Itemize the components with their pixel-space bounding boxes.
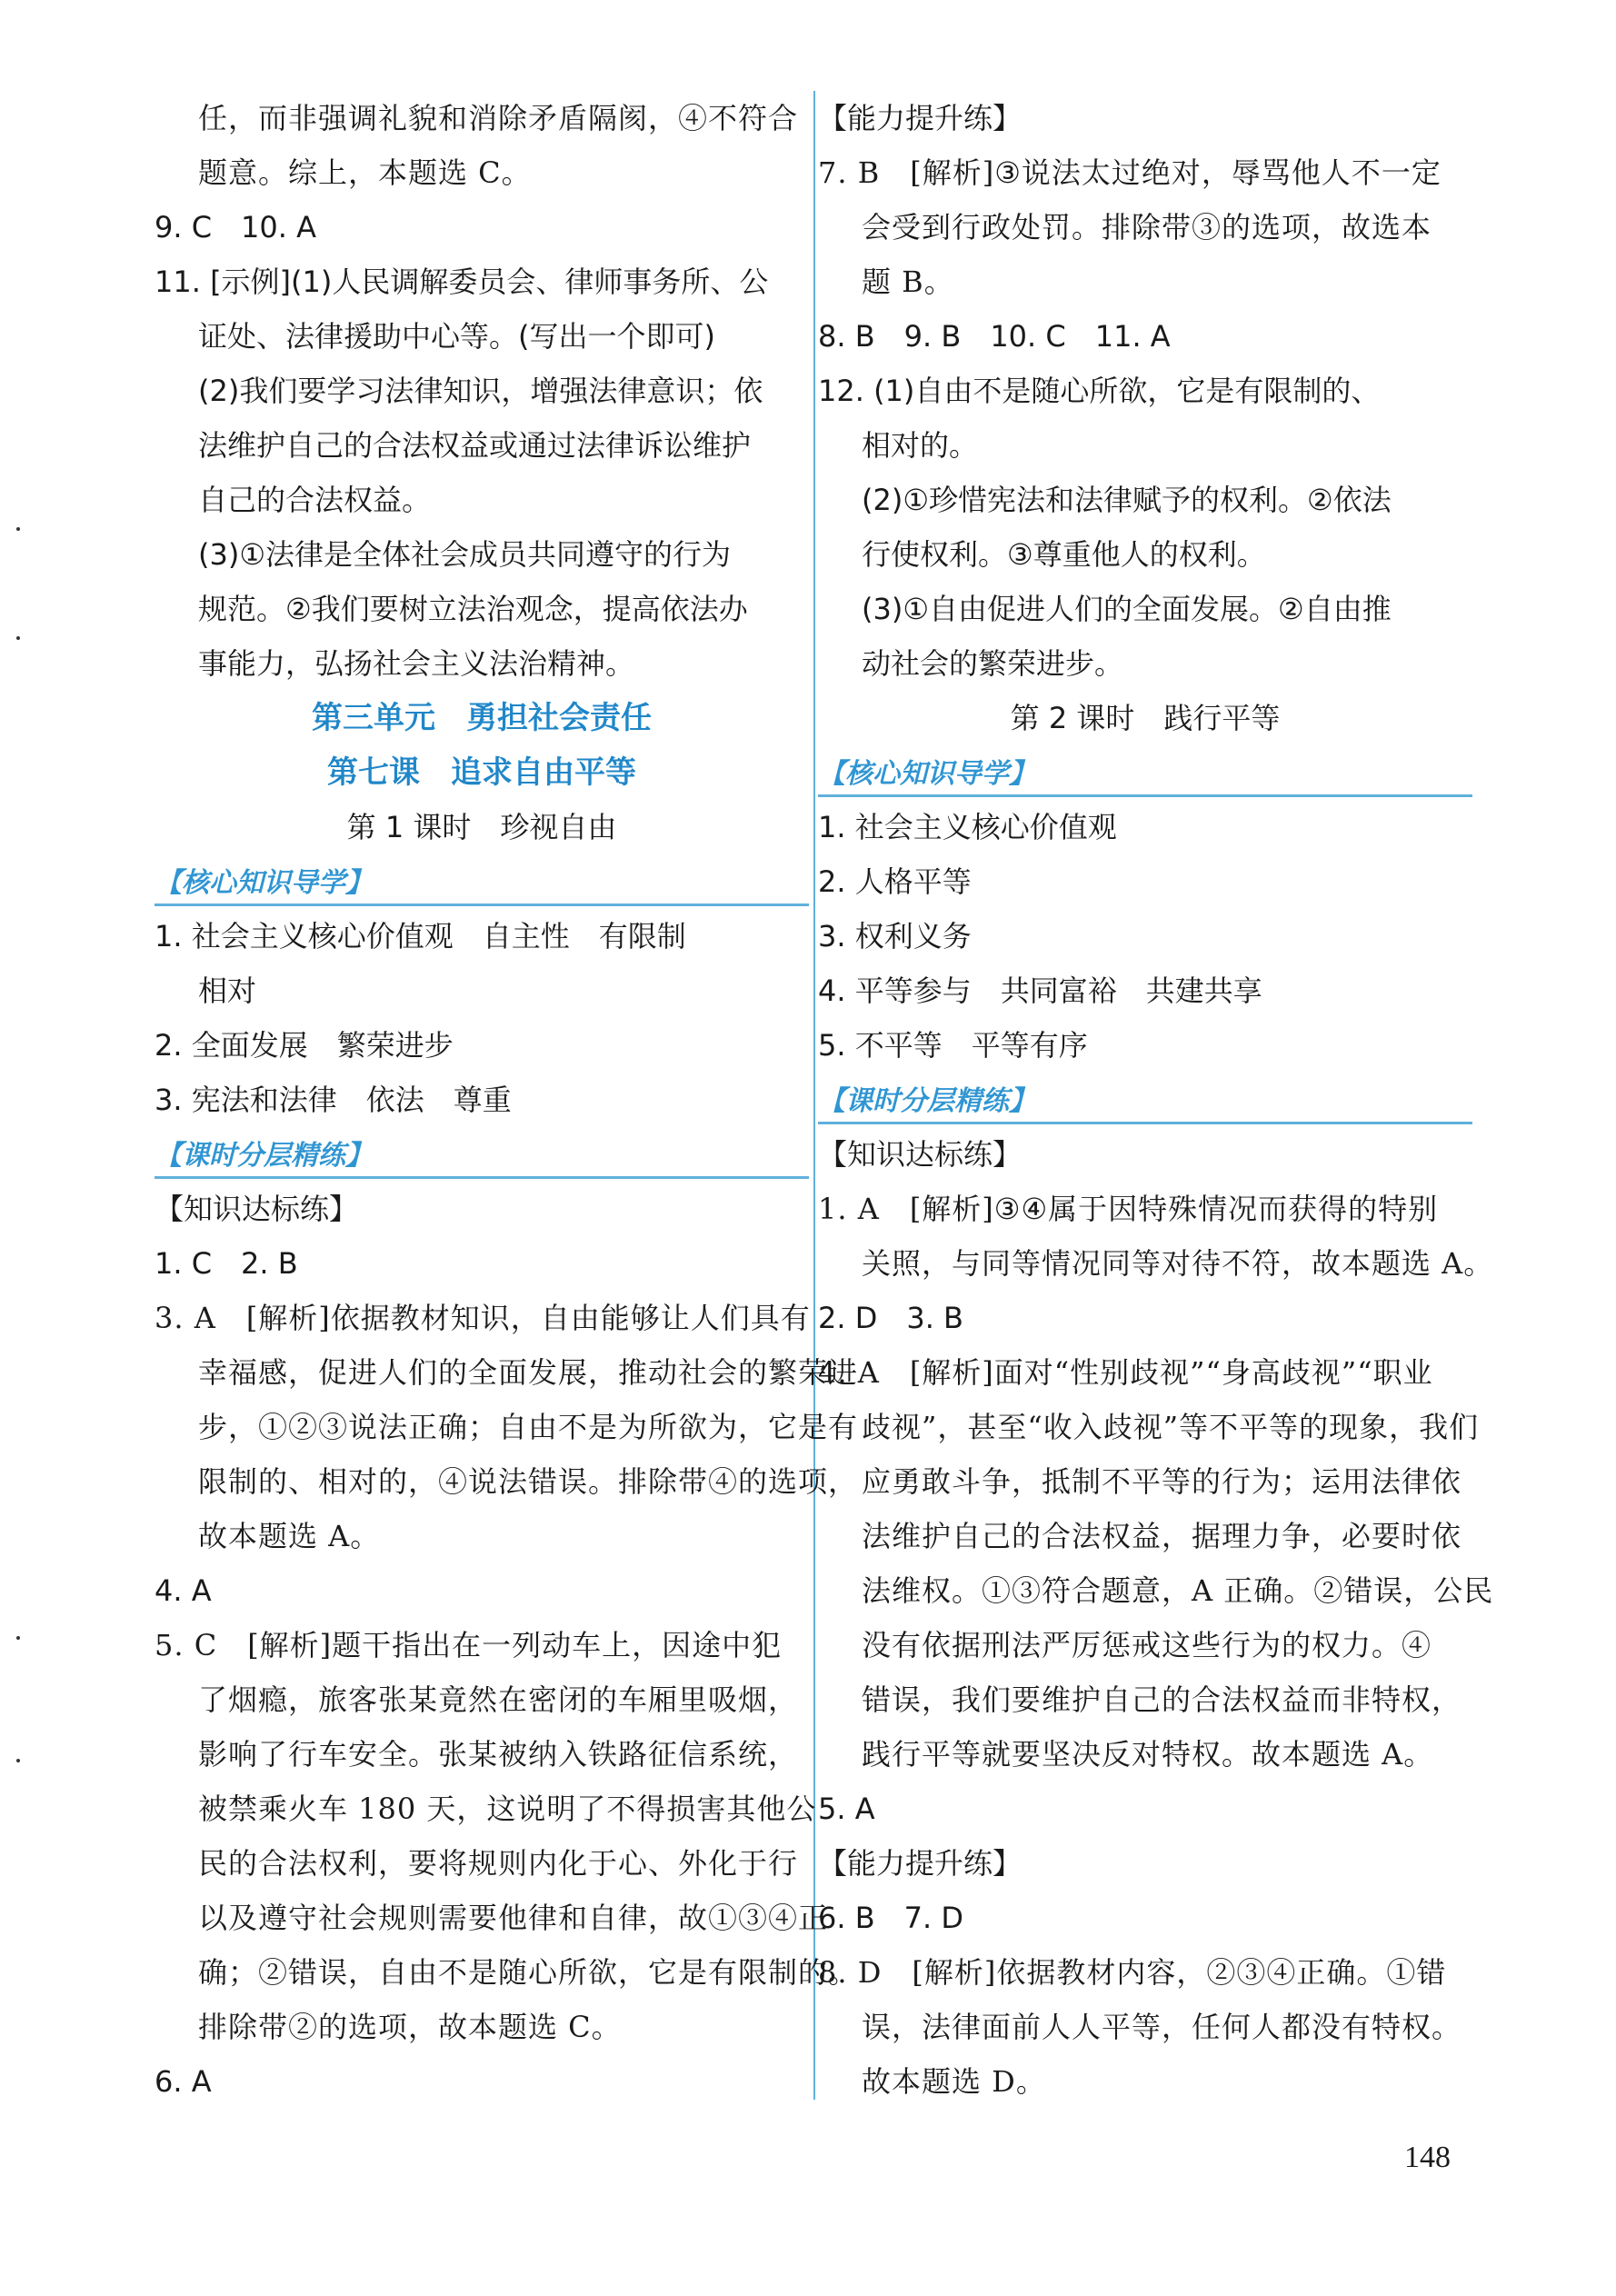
text-line: 题意。综上，本题选 C。 (198, 155, 532, 190)
section-bar-label: 【核心知识导学】 (818, 758, 1036, 790)
text-line: 1. 社会主义核心价值观 (818, 810, 1117, 844)
text-line: 1. C 2. B (155, 1246, 298, 1281)
text-line: 相对 (198, 973, 257, 1008)
scan-dot (16, 527, 20, 531)
section-heading: 第七课 追求自由平等 (327, 754, 636, 791)
text-line: 2. 人格平等 (818, 864, 972, 899)
text-line: 相对的。 (862, 428, 979, 463)
text-line: 会受到行政处罚。排除带③的选项，故选本 (862, 210, 1432, 245)
text-line: 1. 社会主义核心价值观 自主性 有限制 (155, 919, 686, 953)
section-heading: 第三单元 勇担社会责任 (312, 700, 652, 736)
text-line: 5. A (818, 1792, 875, 1826)
section-bar (155, 1127, 809, 1182)
text-line: (2)①珍惜宪法和法律赋予的权利。②依法 (862, 483, 1392, 517)
text-line: 法维权。①③符合题意，A 正确。②错误，公民 (862, 1573, 1494, 1608)
text-line: 排除带②的选项，故本题选 C。 (198, 2010, 622, 2044)
text-line: 行使权利。③尊重他人的权利。 (862, 537, 1266, 572)
section-rule (155, 1176, 809, 1179)
section-bar (155, 854, 809, 909)
text-line: 了烟瘾，旅客张某竟然在密闭的车厢里吸烟， (198, 1682, 799, 1717)
text-line: 8. B 9. B 10. C 11. A (818, 319, 1171, 354)
text-line: 歧视”，甚至“收入歧视”等不平等的现象，我们 (862, 1410, 1480, 1444)
text-line: 6. A (155, 2064, 212, 2099)
text-line: 规范。②我们要树立法治观念，提高依法办 (198, 592, 748, 626)
text-line: (3)①法律是全体社会成员共同遵守的行为 (198, 537, 732, 572)
text-line: 6. B 7. D (818, 1901, 964, 1935)
right-column (818, 91, 1494, 2109)
lesson-heading: 第 2 课时 践行平等 (1010, 701, 1281, 735)
lesson-heading: 第 1 课时 珍视自由 (346, 810, 617, 844)
section-bar-label: 【课时分层精练】 (818, 1085, 1036, 1117)
text-line: 以及遵守社会规则需要他律和自律，故①③④正 (198, 1901, 829, 1935)
text-line: (2)我们要学习法律知识，增强法律意识；依 (198, 374, 763, 408)
text-line: 4. A (155, 1573, 212, 1608)
text-line: 【能力提升练】 (818, 101, 1022, 135)
text-line: 民的合法权利，要将规则内化于心、外化于行 (198, 1846, 799, 1881)
scan-dot (16, 1636, 20, 1640)
section-bar-label: 【课时分层精练】 (155, 1140, 373, 1172)
text-line: 11. [示例](1)人民调解委员会、律师事务所、公 (155, 265, 769, 299)
text-line: 任，而非强调礼貌和消除矛盾隔阂，④不符合 (198, 101, 799, 135)
text-line: 3. 宪法和法律 依法 尊重 (155, 1083, 512, 1117)
scan-dot (16, 1759, 20, 1762)
scan-dot (16, 636, 20, 640)
text-line: 题 B。 (862, 265, 954, 299)
text-line: 【知识达标练】 (155, 1192, 359, 1226)
text-line: 3. 权利义务 (818, 919, 972, 953)
text-line: 故本题选 A。 (198, 1519, 381, 1553)
text-line: 关照，与同等情况同等对待不符，故本题选 A。 (862, 1246, 1494, 1281)
text-line: 5. C [解析]题干指出在一列动车上，因途中犯 (155, 1628, 783, 1662)
text-line: 事能力，弘扬社会主义法治精神。 (198, 646, 635, 681)
text-line: 【能力提升练】 (818, 1846, 1022, 1881)
section-rule (155, 903, 809, 906)
text-line: 证处、法律援助中心等。(写出一个即可) (198, 319, 715, 354)
text-line: 影响了行车安全。张某被纳入铁路征信系统， (198, 1737, 799, 1772)
text-line: 7. B [解析]③说法太过绝对，辱骂他人不一定 (818, 155, 1441, 190)
section-bar-label: 【核心知识导学】 (155, 867, 373, 899)
text-line: 动社会的繁荣进步。 (862, 646, 1124, 681)
section-bar (818, 745, 1472, 800)
text-line: 3. A [解析]依据教材知识，自由能够让人们具有 (155, 1301, 811, 1335)
text-line: 步，①②③说法正确；自由不是为所欲为，它是有 (198, 1410, 859, 1444)
section-rule (818, 794, 1472, 797)
text-line: 8. D [解析]依据教材内容，②③④正确。①错 (818, 1955, 1447, 1990)
page-number: 148 (1404, 2141, 1451, 2174)
text-line: 幸福感，促进人们的全面发展，推动社会的繁荣进 (198, 1355, 859, 1390)
section-bar (818, 1073, 1472, 1127)
text-line: 错误，我们要维护自己的合法权益而非特权， (862, 1682, 1462, 1717)
text-line: 践行平等就要坚决反对特权。故本题选 A。 (862, 1737, 1434, 1772)
text-line: 应勇敢斗争，抵制不平等的行为；运用法律依 (862, 1464, 1462, 1499)
text-line: 限制的、相对的，④说法错误。排除带④的选项， (198, 1464, 859, 1499)
text-line: 2. 全面发展 繁荣进步 (155, 1028, 454, 1063)
text-line: 4. A [解析]面对“性别歧视”“身高歧视”“职业 (818, 1355, 1433, 1390)
text-line: (3)①自由促进人们的全面发展。②自由推 (862, 592, 1392, 626)
text-line: 2. D 3. B (818, 1301, 964, 1335)
text-line: 没有依据刑法严厉惩戒这些行为的权力。④ (862, 1628, 1432, 1662)
text-line: 故本题选 D。 (862, 2064, 1046, 2099)
section-rule (818, 1122, 1472, 1124)
text-line: 4. 平等参与 共同富裕 共建共享 (818, 973, 1262, 1008)
text-line: 【知识达标练】 (818, 1137, 1022, 1172)
text-line: 5. 不平等 平等有序 (818, 1028, 1088, 1063)
text-line: 自己的合法权益。 (198, 483, 432, 517)
text-line: 法维护自己的合法权益或通过法律诉讼维护 (198, 428, 752, 463)
text-line: 确；②错误，自由不是随心所欲，它是有限制的。 (198, 1955, 859, 1990)
text-line: 1. A [解析]③④属于因特殊情况而获得的特别 (818, 1192, 1439, 1226)
text-line: 法维护自己的合法权益，据理力争，必要时依 (862, 1519, 1462, 1553)
text-line: 被禁乘火车 180 天，这说明了不得损害其他公 (198, 1792, 817, 1826)
text-line: 9. C 10. A (155, 210, 317, 245)
text-line: 12. (1)自由不是随心所欲，它是有限制的、 (818, 374, 1381, 408)
text-line: 误，法律面前人人平等，任何人都没有特权。 (862, 2010, 1462, 2044)
